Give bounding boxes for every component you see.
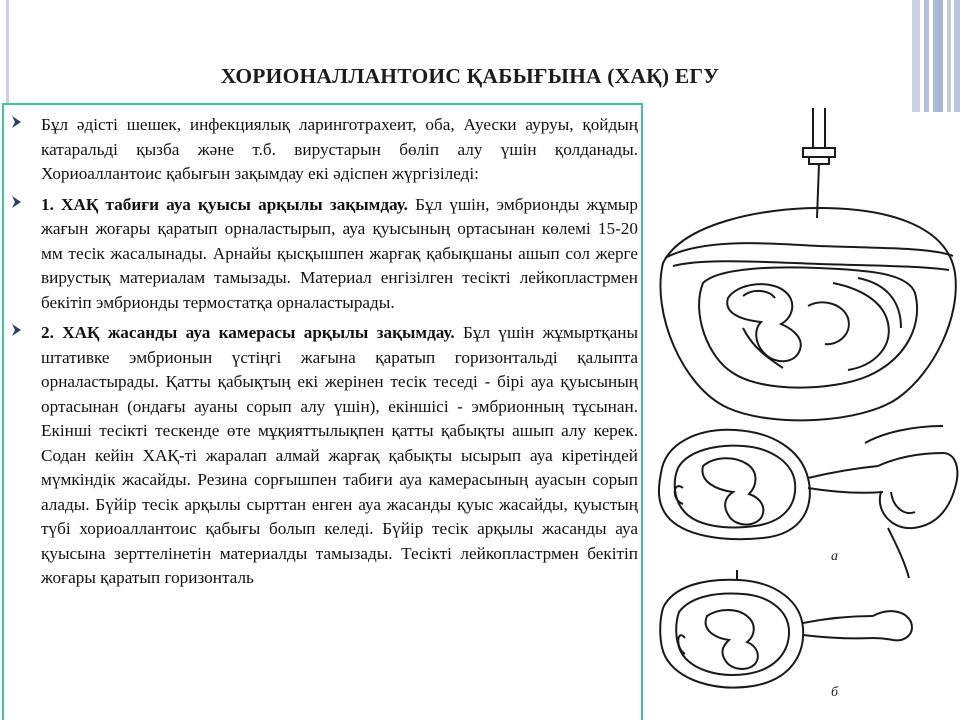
stripes-decoration	[912, 0, 960, 112]
paragraph-text: Бұл үшін жұмыртқаны штативке эмбрионын үстіңгі жағына қаратып горизонтальді қалыпта орналастырады. Қатты қабықтың екі жерінен тесік теседі - бірі ауа қуысының ортасынан (ондағы ауаны сорып алу үшін), екіншісі - эмбрионның тұсынан. Екінші тесікті тескенде өте мұқияттылықпен қатты қабықты ашып алу керек. Содан кейін ХАҚ-ті жаралап алмай жарғақ қабықты ысырып ауа кіретіндей мүмкіндік жасайды. Резина сорғышпен табиғи ауа камерасының ауасын сорып алады. Бүйір тесік арқылы сырттан енген ауа жасанды қуыс жасайды, қуыстың түбі хориоаллантоис қабығы болып келеді. Бүйір тесік арқылы жасанды ауа қуысына зерттелінетін материалды тамызады. Тесікті лейкопластрмен бекітіп жоғары қаратып горизонталь	[41, 323, 638, 587]
text-box	[2, 103, 643, 720]
figure-label-a: а	[831, 549, 838, 564]
pipette-icon	[803, 108, 835, 218]
paragraph-method-2	[41, 321, 638, 591]
slide-title: ХОРИОНАЛЛАНТОИС ҚАБЫҒЫНА (ХАҚ) ЕГУ	[220, 64, 720, 88]
paragraph-method-1	[41, 193, 638, 316]
paragraph-intro	[41, 113, 638, 187]
arrow-bullet-icon	[11, 322, 23, 338]
egg-large-icon	[660, 208, 955, 420]
paragraph-lead: 1. ХАҚ табиғи ауа қуысы арқылы зақымдау.	[41, 194, 408, 214]
paragraph-text: Бұл әдісті шешек, инфекциялық ларинготрахеит, оба, Ауески ауруы, қойдың катаральді қызба және т.б. вирустарын бөліп алу үшін қолданады. Хориоаллантоис қабығын зақымдау екі әдіспен жүргізіледі:	[41, 115, 638, 183]
arrow-bullet-icon	[11, 114, 23, 130]
arrow-bullet-icon	[11, 194, 23, 210]
figure-label-b: б	[831, 685, 839, 700]
egg-a-icon	[659, 426, 957, 578]
frame-line-decoration	[6, 0, 9, 105]
egg-inoculation-illustration	[643, 108, 960, 720]
paragraph-text: Бұл үшін, эмбрионды жұмыр жағын жоғары қаратып орналастырып, ауа қуысының ортасынан көлемі 15-20 мм тесік жасалынады. Арнайы қысқышпен жарғақ қабықшаны ашып сол жерге вирустық материалам тамызады. Материал енгізілген тесікті лейкопластрмен бекітіп эмбрионды термостатқа орналастырады.	[41, 194, 638, 312]
egg-b-icon	[660, 570, 912, 688]
paragraph-lead: 2. ХАҚ жасанды ауа камерасы арқылы зақымдау.	[41, 323, 455, 342]
